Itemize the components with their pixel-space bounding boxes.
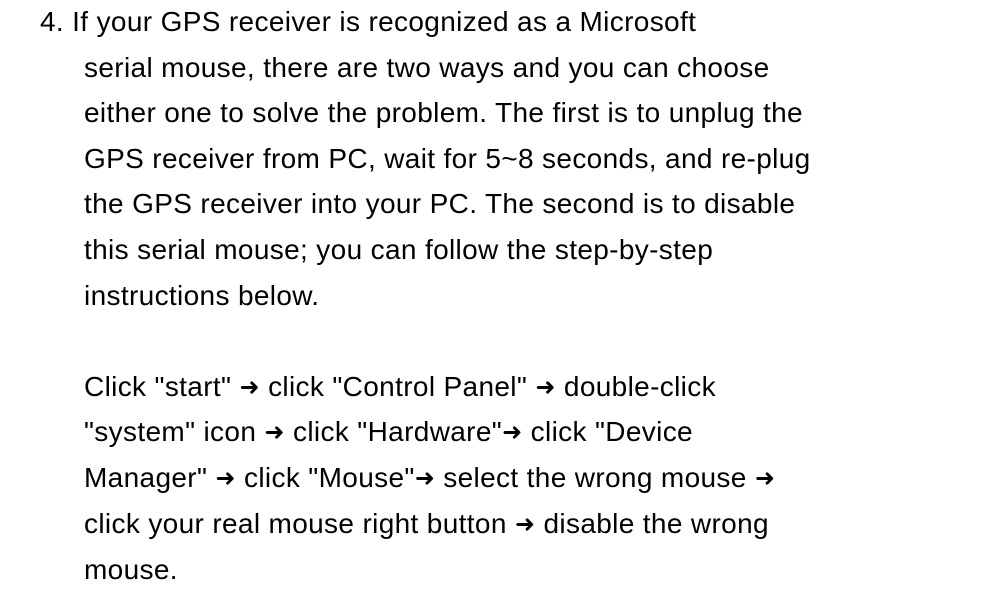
steps-text: click "Mouse" (235, 462, 415, 493)
arrow-right-icon: ➜ (414, 464, 436, 492)
steps-text: Manager" (84, 462, 216, 493)
paragraph-line-4: GPS receiver from PC, wait for 5~8 seconds, and re-plug (84, 143, 811, 174)
steps-line-5 (84, 554, 178, 586)
steps-text: double-click (555, 371, 716, 402)
paragraph-line-5: the GPS receiver into your PC. The second is to disable (84, 188, 796, 219)
steps-text: click "Hardware" (284, 416, 503, 447)
steps-text: "system" icon (84, 416, 265, 447)
arrow-right-icon: ➜ (239, 373, 260, 401)
arrow-right-icon: ➜ (502, 418, 523, 446)
steps-line-1 (84, 371, 716, 404)
steps-text: click your real mouse right button (84, 508, 515, 539)
arrow-right-icon: ➜ (535, 373, 556, 401)
arrow-right-icon: ➜ (514, 510, 536, 538)
steps-line-2 (84, 416, 693, 449)
paragraph-line-6: this serial mouse; you can follow the step-by-step (84, 234, 714, 265)
steps-text: disable the wrong (535, 508, 769, 539)
paragraph-line-2: serial mouse, there are two ways and you can choose (84, 52, 770, 83)
paragraph-line-1: 4. If your GPS receiver is recognized as a Microsoft (40, 6, 697, 37)
steps-text: click "Control Panel" (259, 371, 536, 402)
paragraph-line-7: instructions below. (84, 280, 320, 311)
arrow-right-icon: ➜ (754, 464, 776, 492)
steps-text: select the wrong mouse (435, 462, 755, 493)
steps-text: Click "start" (84, 371, 240, 402)
arrow-right-icon: ➜ (215, 464, 236, 492)
steps-text: mouse. (84, 554, 178, 585)
arrow-right-icon: ➜ (264, 418, 285, 446)
steps-text: click "Device (522, 416, 693, 447)
steps-line-4 (84, 508, 769, 541)
steps-line-3 (84, 462, 775, 495)
paragraph-line-3: either one to solve the problem. The first is to unplug the (84, 97, 803, 128)
